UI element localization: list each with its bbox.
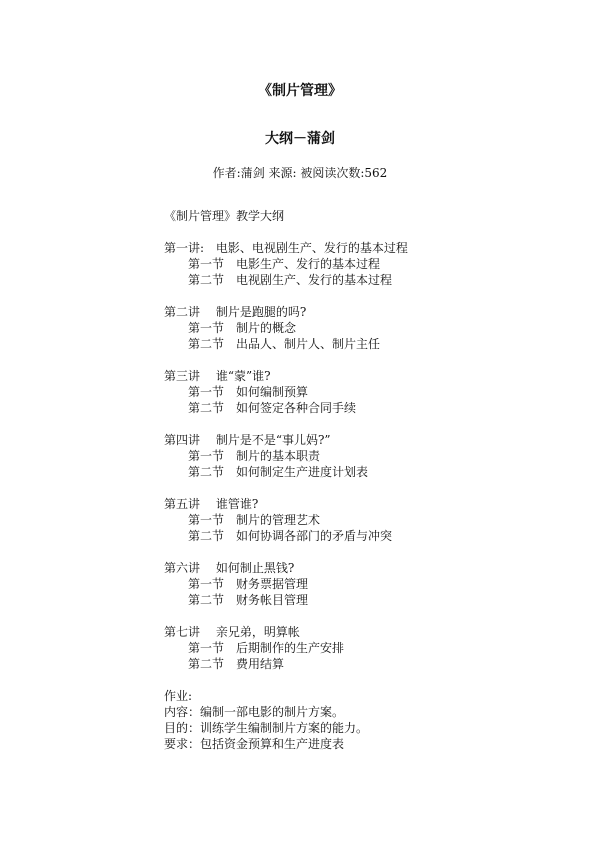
section-label: 第二节 (188, 273, 225, 287)
lecture-title: 谁“蒙”谁? (215, 369, 271, 383)
lecture-title: 制片是跑腿的吗? (215, 305, 307, 319)
section-item (164, 272, 564, 288)
document-subtitle: 大纲－蒲剑 (265, 131, 335, 147)
section-item (164, 256, 564, 272)
lecture-heading (164, 240, 564, 256)
section-label: 第二节 (188, 593, 225, 607)
lecture-label: 第六讲 (164, 561, 201, 575)
homework-content: 内容：编制一部电影的制片方案。 (164, 705, 345, 719)
lecture-list (164, 240, 564, 672)
section-item (164, 528, 564, 544)
section-title: 财务帐目管理 (236, 593, 309, 607)
section-title: 电影生产、发行的基本过程 (236, 257, 381, 271)
section-title: 制片的管理艺术 (236, 513, 321, 527)
section-item (164, 640, 564, 656)
section-title: 费用结算 (236, 657, 285, 671)
homework-requirement: 要求：包括资金预算和生产进度表 (164, 737, 345, 751)
lecture-label: 第一讲: (164, 241, 205, 255)
section-label: 第二节 (188, 465, 225, 479)
section-title: 如何编制预算 (236, 385, 309, 399)
lecture-label: 第七讲 (164, 625, 201, 639)
lecture-heading (164, 496, 564, 512)
section-item (164, 384, 564, 400)
lecture-block (164, 368, 564, 432)
section-title: 如何协调各部门的矛盾与冲突 (236, 529, 393, 543)
section-item (164, 656, 564, 672)
homework-heading: 作业: (164, 689, 193, 703)
section-label: 第二节 (188, 401, 225, 415)
lecture-title: 电影、电视剧生产、发行的基本过程 (215, 241, 408, 255)
section-label: 第一节 (188, 449, 225, 463)
document-body (164, 208, 564, 752)
document-meta: 作者:蒲剑 来源: 被阅读次数:562 (212, 166, 388, 180)
lecture-heading (164, 560, 564, 576)
lecture-heading (164, 624, 564, 640)
section-title: 制片的基本职责 (236, 449, 321, 463)
section-label: 第一节 (188, 513, 225, 527)
section-label: 第二节 (188, 337, 225, 351)
section-item (164, 320, 564, 336)
section-title: 财务票据管理 (236, 577, 309, 591)
lecture-block (164, 560, 564, 624)
lecture-label: 第四讲 (164, 433, 201, 447)
lecture-label: 第二讲 (164, 305, 201, 319)
section-title: 制片的概念 (236, 321, 297, 335)
section-item (164, 512, 564, 528)
lecture-block (164, 304, 564, 368)
lecture-label: 第五讲 (164, 497, 201, 511)
section-title: 后期制作的生产安排 (236, 641, 345, 655)
section-label: 第二节 (188, 529, 225, 543)
lecture-block (164, 240, 564, 304)
section-label: 第一节 (188, 641, 225, 655)
lecture-block (164, 432, 564, 496)
lecture-title: 谁管谁? (215, 497, 259, 511)
lecture-title: 如何制止黑钱? (215, 561, 295, 575)
homework-purpose: 目的：训练学生编制制片方案的能力。 (164, 721, 369, 735)
section-label: 第二节 (188, 657, 225, 671)
section-item (164, 448, 564, 464)
section-item (164, 464, 564, 480)
lecture-heading (164, 368, 564, 384)
outline-heading: 《制片管理》教学大纲 (164, 209, 285, 223)
lecture-heading (164, 432, 564, 448)
section-item (164, 336, 564, 352)
lecture-title: 亲兄弟，明算帐 (215, 625, 300, 639)
lecture-label: 第三讲 (164, 369, 201, 383)
section-label: 第一节 (188, 385, 225, 399)
section-label: 第一节 (188, 257, 225, 271)
section-item (164, 592, 564, 608)
section-item (164, 400, 564, 416)
section-title: 电视剧生产、发行的基本过程 (236, 273, 393, 287)
lecture-block (164, 496, 564, 560)
lecture-block (164, 624, 564, 672)
document-title: 《制片管理》 (258, 83, 342, 99)
section-item (164, 576, 564, 592)
lecture-heading (164, 304, 564, 320)
section-label: 第一节 (188, 577, 225, 591)
section-title: 如何制定生产进度计划表 (236, 465, 369, 479)
lecture-title: 制片是不是“事儿妈?” (215, 433, 331, 447)
section-label: 第一节 (188, 321, 225, 335)
section-title: 出品人、制片人、制片主任 (236, 337, 381, 351)
section-title: 如何签定各种合同手续 (236, 401, 357, 415)
